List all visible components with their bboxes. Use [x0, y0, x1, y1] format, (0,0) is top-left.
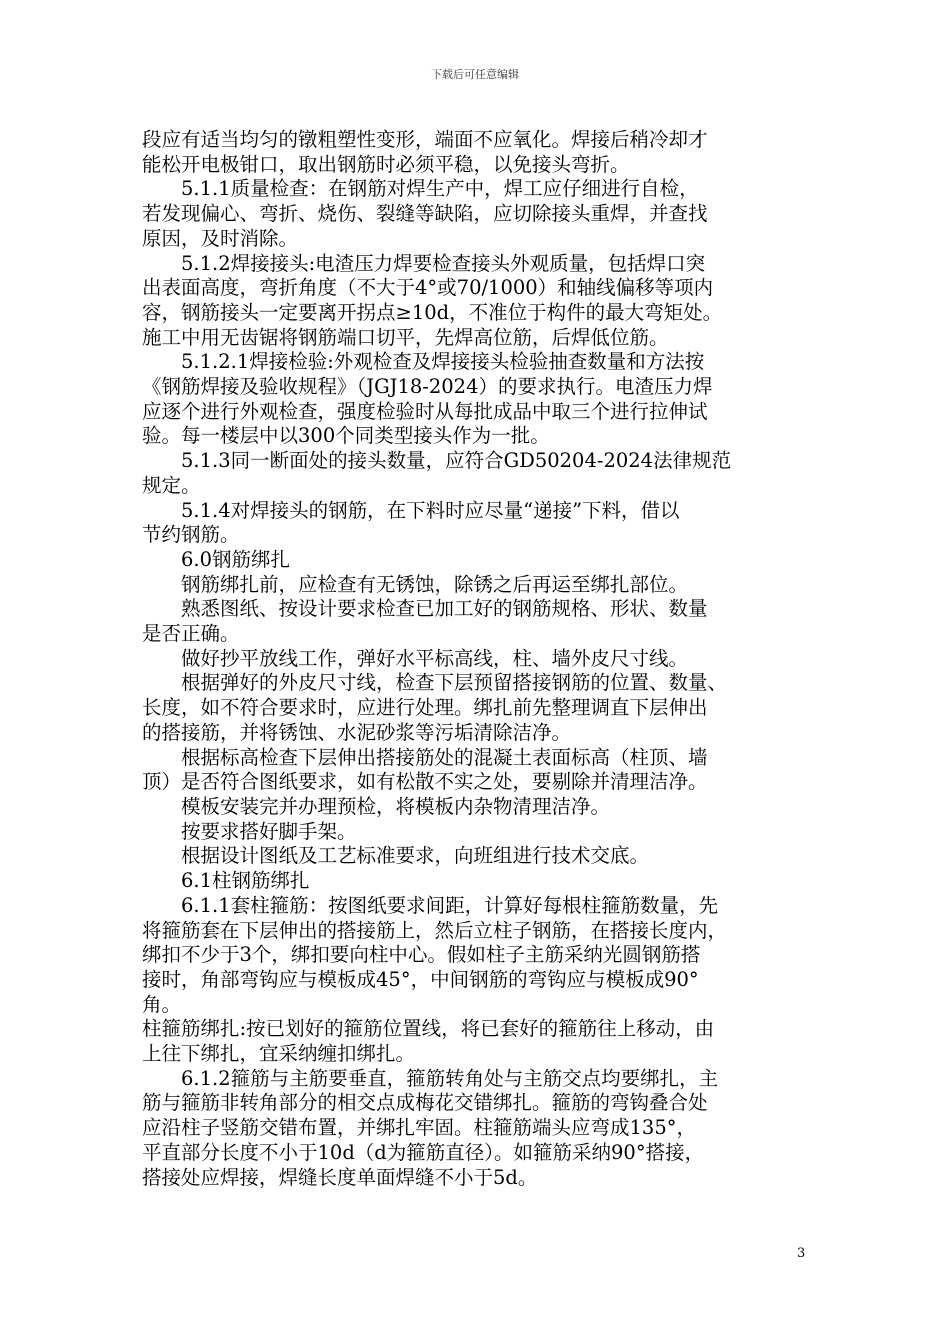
text-line: 规定。	[142, 473, 201, 497]
text-line: 模板安装完并办理预检，将模板内杂物清理洁净。	[142, 794, 611, 818]
document-body	[142, 128, 808, 1190]
text-line: 根据弹好的外皮尺寸线，检查下层预留搭接钢筋的位置、数量、	[142, 671, 728, 695]
text-line: 将箍筋套在下层伸出的搭接筋上，然后立柱子钢筋，在搭接长度内，	[142, 918, 728, 942]
page-number: 3	[797, 1246, 806, 1261]
text-line: 根据设计图纸及工艺标准要求，向班组进行技术交底。	[142, 844, 650, 868]
text-line: 平直部分长度不小于10d（d为箍筋直径）。如箍筋采纳90°搭接，	[142, 1140, 705, 1164]
text-line: 验。每一楼层中以300个同类型接头作为一批。	[142, 424, 550, 448]
text-line: 应沿柱子竖筋交错布置，并绑扎牢固。柱箍筋端头应弯成135°，	[142, 1116, 696, 1140]
text-line: 《钢筋焊接及验收规程》（JGJ18-2024）的要求执行。电渣压力焊	[142, 375, 713, 399]
text-line: 若发现偏心、弯折、烧伤、裂缝等缺陷，应切除接头重焊，并查找	[142, 202, 708, 226]
text-line: 5.1.2焊接接头:电渣压力焊要检查接头外观质量，包括焊口突	[142, 251, 706, 275]
page-header: 下载后可任意编辑	[431, 68, 519, 81]
text-line: 钢筋绑扎前，应检查有无锈蚀，除锈之后再运至绑扎部位。	[142, 572, 689, 596]
text-line: 施工中用无齿锯将钢筋端口切平，先焊高位筋，后焊低位筋。	[142, 325, 669, 349]
text-line: 6.1柱钢筋绑扎	[142, 869, 310, 893]
text-line: 柱箍筋绑扎:按已划好的箍筋位置线，将已套好的箍筋往上移动，由	[142, 1017, 715, 1041]
text-line: 应逐个进行外观检查，强度检验时从每批成品中取三个进行拉伸试	[142, 399, 708, 423]
text-line: 5.1.2.1焊接检验:外观检查及焊接接头检验抽查数量和方法按	[142, 350, 705, 374]
text-line: 上往下绑扎，宜采纳缠扣绑扎。	[142, 1042, 416, 1066]
text-line: 出表面高度，弯折角度（不大于4°或70/1000）和轴线偏移等项内	[142, 276, 714, 300]
text-line: 6.0钢筋绑扎	[142, 547, 291, 571]
text-line: 绑扣不少于3个，绑扣要向柱中心。假如柱子主筋采纳光圆钢筋搭	[142, 943, 701, 967]
text-line: 能松开电极钳口，取出钢筋时必须平稳，以免接头弯折。	[142, 152, 630, 176]
text-line: 搭接处应焊接，焊缝长度单面焊缝不小于5d。	[142, 1165, 538, 1189]
text-line: 的搭接筋，并将锈蚀、水泥砂浆等污垢清除洁净。	[142, 720, 572, 744]
text-line: 按要求搭好脚手架。	[142, 819, 357, 843]
text-line: 容，钢筋接头一定要离开拐点≥10d，不准位于构件的最大弯矩处。	[142, 300, 723, 324]
text-line: 6.1.1套柱箍筋：按图纸要求间距，计算好每根柱箍筋数量，先	[142, 893, 719, 917]
text-line: 6.1.2箍筋与主筋要垂直，箍筋转角处与主筋交点均要绑扎，主	[142, 1066, 719, 1090]
text-line: 根据标高检查下层伸出搭接筋处的混凝土表面标高（柱顶、墙	[142, 745, 708, 769]
text-line: 节约钢筋。	[142, 523, 240, 547]
text-line: 做好抄平放线工作，弹好水平标高线，柱、墙外皮尺寸线。	[142, 646, 689, 670]
text-line: 熟悉图纸、按设计要求检查已加工好的钢筋规格、形状、数量	[142, 597, 708, 621]
text-line: 原因，及时消除。	[142, 226, 299, 250]
text-line: 5.1.1质量检查：在钢筋对焊生产中，焊工应仔细进行自检，	[142, 177, 699, 201]
text-line: 长度，如不符合要求时，应进行处理。绑扎前先整理调直下层伸出	[142, 696, 708, 720]
text-line: 5.1.3同一断面处的接头数量，应符合GD50204-2024法律规范	[142, 449, 732, 473]
text-line: 顶）是否符合图纸要求，如有松散不实之处，要剔除并清理洁净。	[142, 770, 708, 794]
text-line: 是否正确。	[142, 622, 240, 646]
text-line: 接时，角部弯钩应与模板成45°，中间钢筋的弯钩应与模板成90°	[142, 967, 699, 991]
text-line: 5.1.4对焊接头的钢筋，在下料时应尽量“递接”下料，借以	[142, 498, 680, 522]
text-line: 角。	[142, 992, 182, 1016]
text-line: 筋与箍筋非转角部分的相交点成梅花交错绑扎。箍筋的弯钩叠合处	[142, 1091, 708, 1115]
text-line: 段应有适当均匀的镦粗塑性变形，端面不应氧化。焊接后稍冷却才	[142, 128, 708, 151]
